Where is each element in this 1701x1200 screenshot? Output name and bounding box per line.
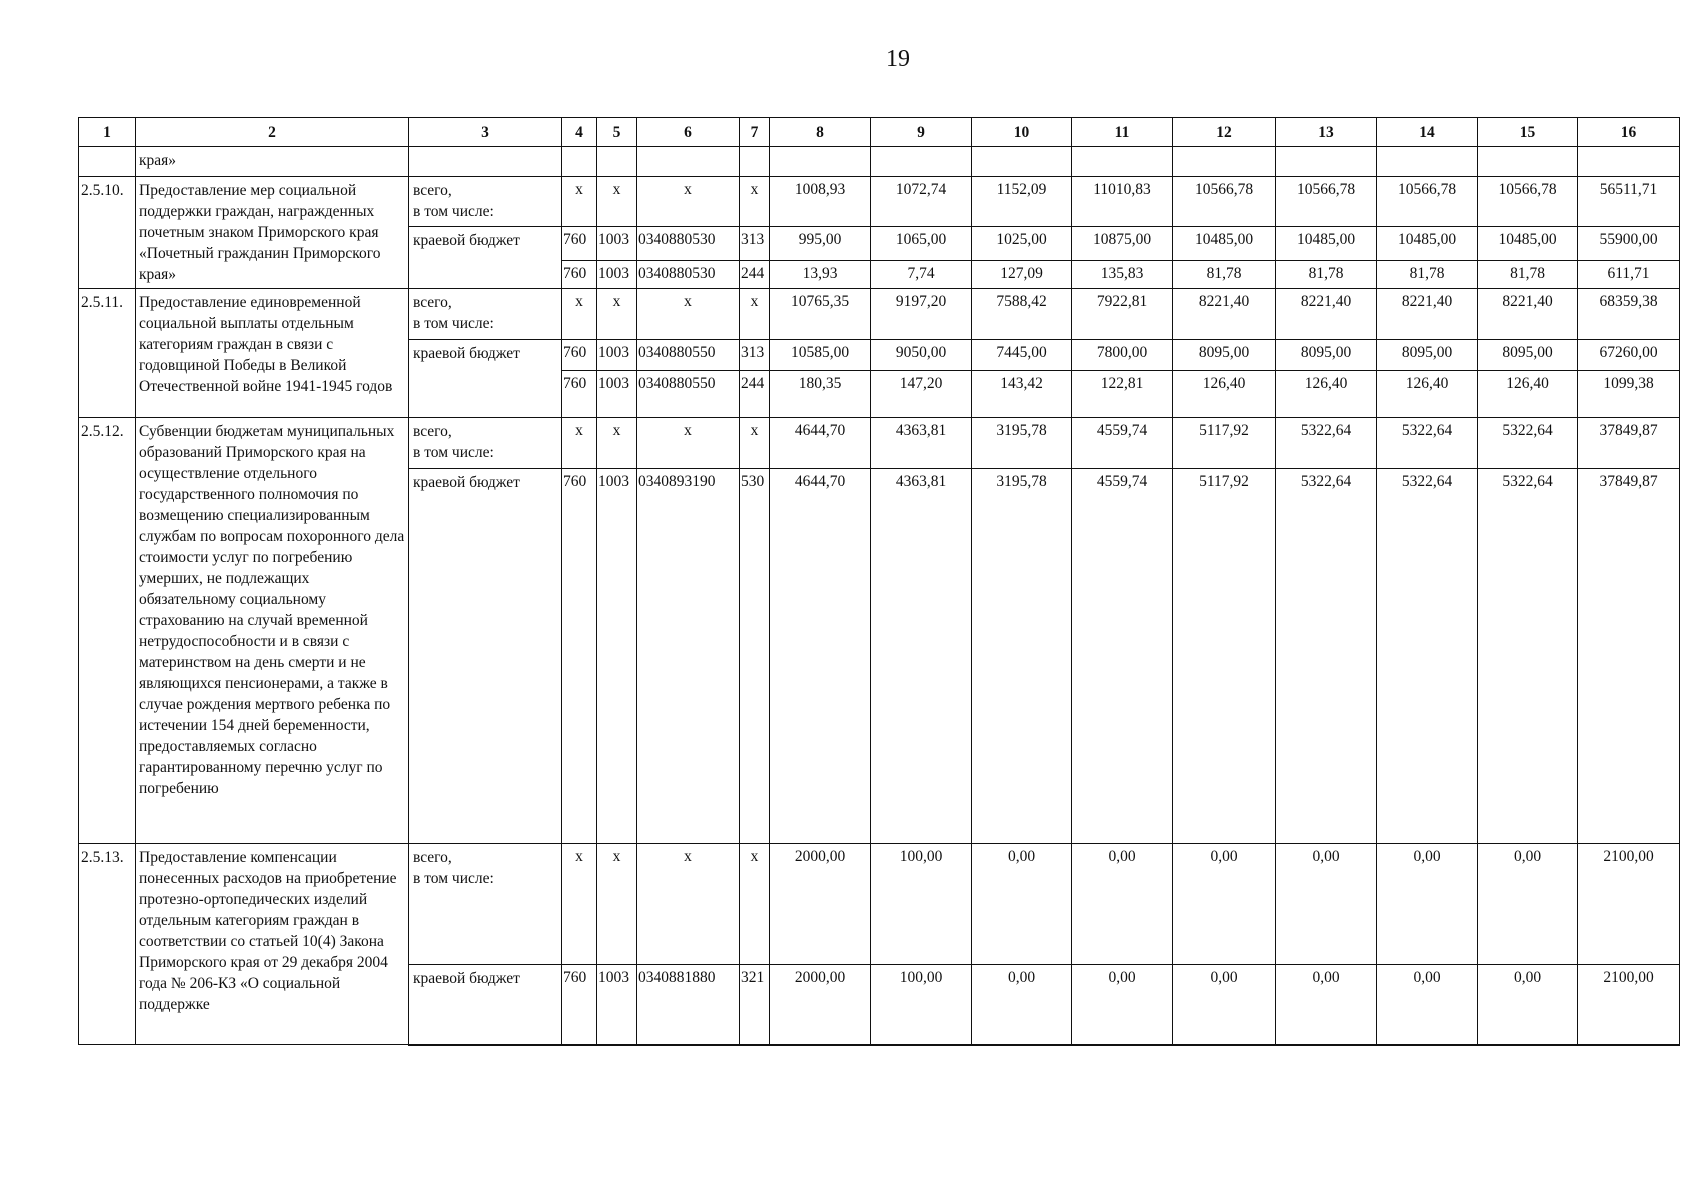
funding-source-cell: краевой бюджет (409, 227, 562, 289)
row-id-cell: 2.5.13. (79, 844, 136, 1045)
value-cell-col11: 7922,81 (1072, 289, 1173, 340)
col4-cell: 760 (562, 340, 597, 371)
col5-cell: 1003 (597, 340, 637, 371)
value-cell-col10: 1152,09 (972, 177, 1072, 227)
col6-cell: 0340893190 (637, 469, 740, 844)
value-cell-col9: 4363,81 (871, 418, 972, 469)
value-cell-col8: 2000,00 (770, 965, 871, 1045)
value-cell-col13: 10485,00 (1276, 227, 1377, 261)
value-cell-col10: 7588,42 (972, 289, 1072, 340)
value-cell-col16: 68359,38 (1578, 289, 1680, 340)
col5-cell: x (597, 844, 637, 965)
header-cell-8: 8 (770, 118, 871, 147)
table-row (79, 844, 1680, 965)
col7-cell: x (740, 844, 770, 965)
value-cell-col15: 81,78 (1478, 261, 1578, 289)
table-row (79, 289, 1680, 340)
value-cell-col11: 7800,00 (1072, 340, 1173, 371)
header-cell-6: 6 (637, 118, 740, 147)
col5-cell: x (597, 177, 637, 227)
value-cell-col15: 10485,00 (1478, 227, 1578, 261)
value-cell-col13: 5322,64 (1276, 469, 1377, 844)
value-cell-col12: 10485,00 (1173, 227, 1276, 261)
header-cell-14: 14 (1377, 118, 1478, 147)
col5-cell: x (597, 289, 637, 340)
row-id-cell: 2.5.11. (79, 289, 136, 418)
col7-cell: 313 (740, 340, 770, 371)
value-cell-col12: 8095,00 (1173, 340, 1276, 371)
value-cell-col15: 5322,64 (1478, 469, 1578, 844)
empty-cell (740, 147, 770, 177)
value-cell-col8: 2000,00 (770, 844, 871, 965)
row-name-cell: Предоставление единовременной социальной выплаты отдельным категориям граждан в связи с годовщиной Победы в Великой Отечественной войне 1941-1945 годов (136, 289, 409, 418)
col6-cell: 0340880530 (637, 261, 740, 289)
value-cell-col14: 8221,40 (1377, 289, 1478, 340)
empty-cell (1377, 147, 1478, 177)
col7-cell: 313 (740, 227, 770, 261)
row-name-cell: края» (136, 147, 409, 177)
value-cell-col14: 5322,64 (1377, 469, 1478, 844)
header-cell-10: 10 (972, 118, 1072, 147)
funding-source-cell: всего, в том числе: (409, 289, 562, 340)
empty-cell (1478, 147, 1578, 177)
funding-source-cell: краевой бюджет (409, 340, 562, 418)
budget-table-container (78, 117, 1680, 1046)
col6-cell: x (637, 418, 740, 469)
col6-cell: 0340880550 (637, 340, 740, 371)
value-cell-col14: 10566,78 (1377, 177, 1478, 227)
col5-cell: x (597, 418, 637, 469)
table-row (79, 147, 1680, 177)
value-cell-col14: 0,00 (1377, 844, 1478, 965)
value-cell-col12: 81,78 (1173, 261, 1276, 289)
value-cell-col13: 5322,64 (1276, 418, 1377, 469)
value-cell-col16: 37849,87 (1578, 469, 1680, 844)
col4-cell: 760 (562, 227, 597, 261)
value-cell-col14: 126,40 (1377, 371, 1478, 418)
col4-cell: 760 (562, 261, 597, 289)
value-cell-col15: 0,00 (1478, 965, 1578, 1045)
value-cell-col9: 4363,81 (871, 469, 972, 844)
row-id-cell (79, 147, 136, 177)
value-cell-col8: 10585,00 (770, 340, 871, 371)
header-cell-2: 2 (136, 118, 409, 147)
col5-cell: 1003 (597, 261, 637, 289)
col6-cell: x (637, 289, 740, 340)
header-cell-11: 11 (1072, 118, 1173, 147)
value-cell-col11: 135,83 (1072, 261, 1173, 289)
value-cell-col13: 8095,00 (1276, 340, 1377, 371)
value-cell-col16: 56511,71 (1578, 177, 1680, 227)
value-cell-col9: 1065,00 (871, 227, 972, 261)
value-cell-col11: 10875,00 (1072, 227, 1173, 261)
value-cell-col14: 81,78 (1377, 261, 1478, 289)
header-cell-5: 5 (597, 118, 637, 147)
value-cell-col8: 4644,70 (770, 469, 871, 844)
col7-cell: 244 (740, 261, 770, 289)
col4-cell: 760 (562, 469, 597, 844)
value-cell-col11: 4559,74 (1072, 418, 1173, 469)
col5-cell: 1003 (597, 965, 637, 1045)
empty-cell (637, 147, 740, 177)
header-cell-13: 13 (1276, 118, 1377, 147)
value-cell-col9: 7,74 (871, 261, 972, 289)
value-cell-col10: 0,00 (972, 844, 1072, 965)
value-cell-col10: 7445,00 (972, 340, 1072, 371)
value-cell-col11: 0,00 (1072, 844, 1173, 965)
value-cell-col12: 0,00 (1173, 965, 1276, 1045)
value-cell-col15: 5322,64 (1478, 418, 1578, 469)
empty-cell (409, 147, 562, 177)
value-cell-col15: 10566,78 (1478, 177, 1578, 227)
budget-table (78, 117, 1680, 1046)
value-cell-col15: 8221,40 (1478, 289, 1578, 340)
value-cell-col9: 1072,74 (871, 177, 972, 227)
col4-cell: 760 (562, 371, 597, 418)
empty-cell (1578, 147, 1680, 177)
value-cell-col9: 9050,00 (871, 340, 972, 371)
empty-cell (597, 147, 637, 177)
header-row (79, 118, 1680, 147)
value-cell-col9: 147,20 (871, 371, 972, 418)
value-cell-col16: 1099,38 (1578, 371, 1680, 418)
value-cell-col8: 180,35 (770, 371, 871, 418)
value-cell-col13: 0,00 (1276, 844, 1377, 965)
value-cell-col8: 1008,93 (770, 177, 871, 227)
col7-cell: x (740, 177, 770, 227)
value-cell-col14: 10485,00 (1377, 227, 1478, 261)
row-id-cell: 2.5.12. (79, 418, 136, 844)
col6-cell: 0340880530 (637, 227, 740, 261)
value-cell-col12: 126,40 (1173, 371, 1276, 418)
value-cell-col16: 2100,00 (1578, 844, 1680, 965)
empty-cell (770, 147, 871, 177)
value-cell-col12: 8221,40 (1173, 289, 1276, 340)
funding-source-cell: всего, в том числе: (409, 177, 562, 227)
funding-source-cell: всего, в том числе: (409, 844, 562, 965)
value-cell-col12: 10566,78 (1173, 177, 1276, 227)
value-cell-col13: 8221,40 (1276, 289, 1377, 340)
value-cell-col13: 0,00 (1276, 965, 1377, 1045)
value-cell-col12: 0,00 (1173, 844, 1276, 965)
value-cell-col8: 10765,35 (770, 289, 871, 340)
funding-source-cell: всего, в том числе: (409, 418, 562, 469)
value-cell-col14: 0,00 (1377, 965, 1478, 1045)
col7-cell: 321 (740, 965, 770, 1045)
empty-cell (1072, 147, 1173, 177)
value-cell-col10: 1025,00 (972, 227, 1072, 261)
row-name-cell: Предоставление компенсации понесенных расходов на приобретение протезно-ортопедических изделий отдельным категориям граждан в соответствии со статьей 10(4) Закона Приморского края от 29 декабря 2004 года № 206-КЗ «О социальной поддержке (136, 844, 409, 1045)
empty-cell (1276, 147, 1377, 177)
value-cell-col11: 0,00 (1072, 965, 1173, 1045)
row-id-cell: 2.5.10. (79, 177, 136, 289)
col6-cell: x (637, 844, 740, 965)
value-cell-col10: 3195,78 (972, 469, 1072, 844)
value-cell-col10: 143,42 (972, 371, 1072, 418)
col5-cell: 1003 (597, 371, 637, 418)
col7-cell: 244 (740, 371, 770, 418)
header-cell-9: 9 (871, 118, 972, 147)
table-row (79, 177, 1680, 227)
value-cell-col16: 55900,00 (1578, 227, 1680, 261)
col4-cell: x (562, 418, 597, 469)
page-number: 19 (886, 46, 910, 72)
row-name-cell: Субвенции бюджетам муниципальных образований Приморского края на осуществление отдельного государственного полномочия по возмещению специализированным службам по вопросам похоронного дела стоимости услуг по погребению умерших, не подлежащих обязательному социальному страхованию на случай временной нетрудоспособности и в связи с материнством на день смерти и не являющихся пенсионерами, а также в случае рождения мертвого ребенка по истечении 154 дней беременности, предоставляемых согласно гарантированному перечню услуг по погребению (136, 418, 409, 844)
value-cell-col12: 5117,92 (1173, 469, 1276, 844)
value-cell-col10: 127,09 (972, 261, 1072, 289)
col5-cell: 1003 (597, 469, 637, 844)
col4-cell: x (562, 844, 597, 965)
header-cell-7: 7 (740, 118, 770, 147)
header-cell-4: 4 (562, 118, 597, 147)
col4-cell: x (562, 289, 597, 340)
value-cell-col9: 100,00 (871, 965, 972, 1045)
header-cell-3: 3 (409, 118, 562, 147)
col6-cell: x (637, 177, 740, 227)
value-cell-col13: 10566,78 (1276, 177, 1377, 227)
value-cell-col16: 67260,00 (1578, 340, 1680, 371)
empty-cell (1173, 147, 1276, 177)
col4-cell: 760 (562, 965, 597, 1045)
col5-cell: 1003 (597, 227, 637, 261)
value-cell-col13: 81,78 (1276, 261, 1377, 289)
value-cell-col15: 126,40 (1478, 371, 1578, 418)
funding-source-cell: краевой бюджет (409, 469, 562, 844)
header-cell-16: 16 (1578, 118, 1680, 147)
col6-cell: 0340881880 (637, 965, 740, 1045)
value-cell-col14: 5322,64 (1377, 418, 1478, 469)
row-name-cell: Предоставление мер социальной поддержки граждан, награжденных почетным знаком Приморского края «Почетный гражданин Приморского края» (136, 177, 409, 289)
value-cell-col16: 37849,87 (1578, 418, 1680, 469)
value-cell-col15: 0,00 (1478, 844, 1578, 965)
value-cell-col15: 8095,00 (1478, 340, 1578, 371)
value-cell-col11: 4559,74 (1072, 469, 1173, 844)
col7-cell: x (740, 289, 770, 340)
header-cell-15: 15 (1478, 118, 1578, 147)
empty-cell (871, 147, 972, 177)
value-cell-col16: 2100,00 (1578, 965, 1680, 1045)
value-cell-col9: 100,00 (871, 844, 972, 965)
table-body (79, 118, 1680, 1045)
value-cell-col14: 8095,00 (1377, 340, 1478, 371)
value-cell-col10: 3195,78 (972, 418, 1072, 469)
value-cell-col13: 126,40 (1276, 371, 1377, 418)
empty-cell (972, 147, 1072, 177)
empty-cell (562, 147, 597, 177)
value-cell-col16: 611,71 (1578, 261, 1680, 289)
value-cell-col8: 13,93 (770, 261, 871, 289)
value-cell-col10: 0,00 (972, 965, 1072, 1045)
col7-cell: x (740, 418, 770, 469)
header-cell-1: 1 (79, 118, 136, 147)
table-row (79, 418, 1680, 469)
value-cell-col8: 4644,70 (770, 418, 871, 469)
value-cell-col11: 122,81 (1072, 371, 1173, 418)
header-cell-12: 12 (1173, 118, 1276, 147)
value-cell-col8: 995,00 (770, 227, 871, 261)
value-cell-col11: 11010,83 (1072, 177, 1173, 227)
funding-source-cell: краевой бюджет (409, 965, 562, 1045)
col7-cell: 530 (740, 469, 770, 844)
col6-cell: 0340880550 (637, 371, 740, 418)
value-cell-col9: 9197,20 (871, 289, 972, 340)
col4-cell: x (562, 177, 597, 227)
value-cell-col12: 5117,92 (1173, 418, 1276, 469)
